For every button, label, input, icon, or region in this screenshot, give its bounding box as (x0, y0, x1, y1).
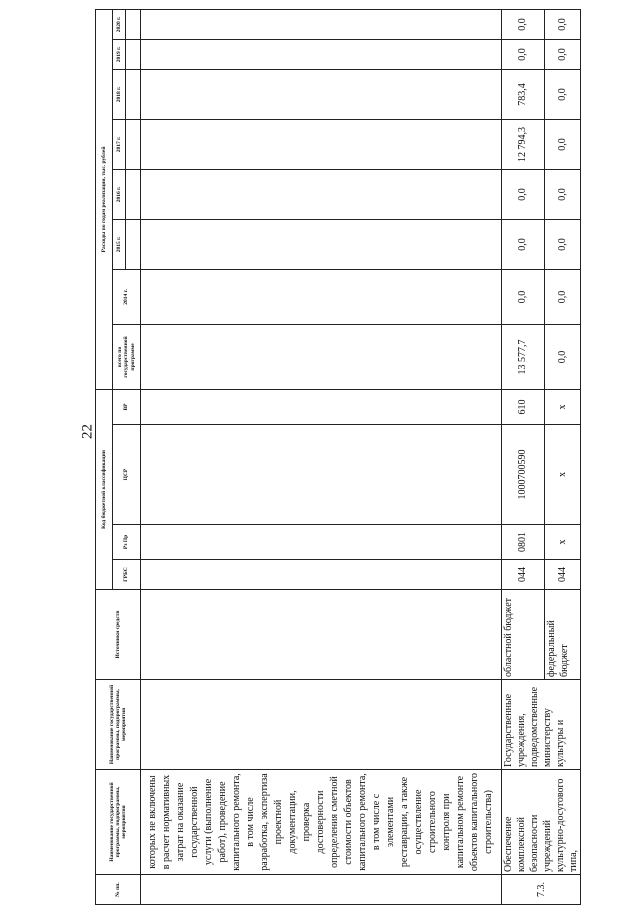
cell-empty (141, 9, 502, 39)
cell-empty (141, 269, 502, 324)
header-year-2018: 2018 г. (113, 69, 126, 119)
row-source: федеральный бюджет (544, 590, 580, 680)
cell-empty (141, 324, 502, 389)
cell-empty (141, 119, 502, 169)
row-year-2017: 12 794,3 (502, 119, 545, 169)
header-spacer (126, 69, 141, 119)
header-year-2020: 2020 г. (113, 9, 126, 39)
cell-empty (141, 680, 502, 770)
row-year-2014: 0,0 (544, 269, 580, 324)
cell-empty (141, 169, 502, 219)
cell-empty (141, 560, 502, 590)
row-executor: Государственные учреждения, подведомственные министерству культуры и (502, 680, 581, 770)
row-csr: 1000700590 (502, 425, 545, 525)
cell-empty (141, 425, 502, 525)
row-year-2016: 0,0 (544, 169, 580, 219)
header-budget-code: Код бюджетной классификации (96, 389, 113, 589)
row-year-2019: 0,0 (502, 39, 545, 69)
header-year-2017: 2017 г. (113, 119, 126, 169)
row-year-2019: 0,0 (544, 39, 580, 69)
header-year-2016: 2016 г. (113, 169, 126, 219)
row-year-2016: 0,0 (502, 169, 545, 219)
header-year-2019: 2019 г. (113, 39, 126, 69)
cell-empty (141, 389, 502, 424)
header-spacer (126, 119, 141, 169)
cell-empty (141, 525, 502, 560)
row-grbs: 044 (502, 560, 545, 590)
header-year-2014: 2014 г. (113, 269, 141, 324)
row-source: областной бюджет (502, 590, 545, 680)
row-total: 0,0 (544, 324, 580, 389)
page-number: 22 (79, 424, 96, 439)
row-year-2014: 0,0 (502, 269, 545, 324)
header-spacer (126, 9, 141, 39)
row-year-2018: 0,0 (544, 69, 580, 119)
continuation-text: которых не включены в расчет нормативных затрат на оказание государственной услуги (выполнение работ), проведение капитального ремонта, в том числе разработка, экспертиза проектной документации, проверка достоверности определения сметной стоимости объектов капитального ремонта, в том числе с элементами реставрации, а также осуществление строительного контроля при капитальном ремонте объектов капитального строительства) (141, 770, 502, 875)
header-vr: ВР (113, 389, 141, 424)
cell-empty (141, 39, 502, 69)
row-rzpr: 0801 (502, 525, 545, 560)
row-rzpr: х (544, 525, 580, 560)
header-spacer (126, 39, 141, 69)
row-total: 13 577,7 (502, 324, 545, 389)
row-year-2015: 0,0 (502, 219, 545, 269)
header-executor: Наименование государственной программы, подпрограммы, мероприятия (96, 680, 141, 770)
row-vr: х (544, 389, 580, 424)
header-row-1 (96, 9, 113, 904)
row-year-2017: 0,0 (544, 119, 580, 169)
header-rzpr: Рз Пр (113, 525, 141, 560)
header-spacer (126, 219, 141, 269)
row-year-2020: 0,0 (544, 9, 580, 39)
cell-empty (141, 590, 502, 680)
row-year-2018: 783,4 (502, 69, 545, 119)
row-csr: х (544, 425, 580, 525)
table-row (502, 9, 545, 904)
budget-table (95, 9, 581, 905)
continuation-row (141, 9, 502, 904)
row-number: 7.3. (502, 875, 581, 905)
row-grbs: 044 (544, 560, 580, 590)
header-grbs: ГРБС (113, 560, 141, 590)
cell-empty (141, 219, 502, 269)
header-csr: ЦСР (113, 425, 141, 525)
cell-empty (141, 875, 502, 905)
header-no: № пп. (96, 875, 141, 905)
header-spacer (126, 169, 141, 219)
header-source: Источники средств (96, 590, 141, 680)
rotated-page (95, 16, 640, 905)
row-year-2015: 0,0 (544, 219, 580, 269)
header-name: Наименование государственной программы, подпрограммы, мероприятия (96, 770, 141, 875)
row-year-2020: 0,0 (502, 9, 545, 39)
row-vr: 610 (502, 389, 545, 424)
header-expenses: Расходы по годам реализации, тыс. рублей (96, 9, 113, 389)
header-year-2015: 2015 г. (113, 219, 126, 269)
row-name: Обеспечение комплексной безопасности учреждений культурно-досугового типа, (502, 770, 581, 875)
header-total: всего по государственной программе (113, 324, 141, 389)
cell-empty (141, 69, 502, 119)
